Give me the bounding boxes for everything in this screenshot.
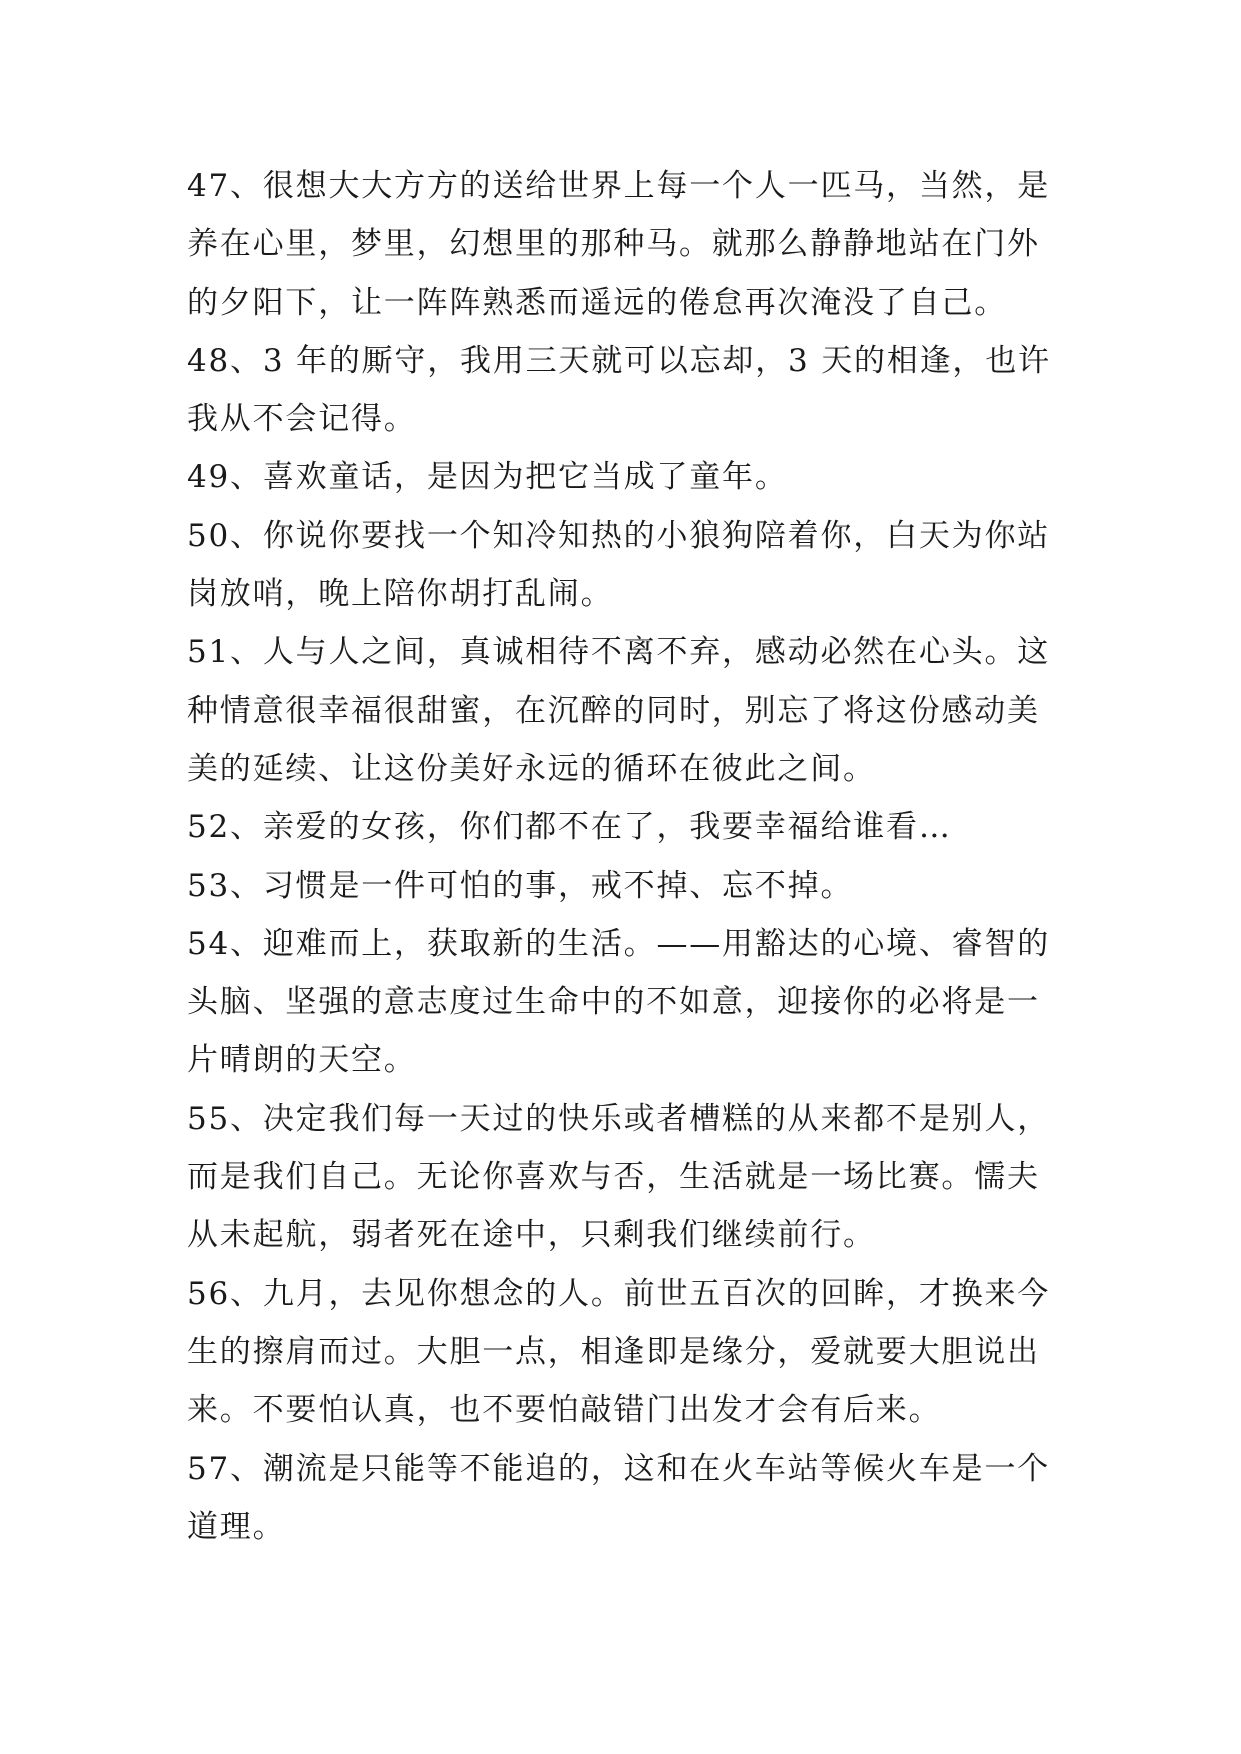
quote-paragraph (187, 448, 1067, 506)
quote-paragraph (187, 157, 1067, 332)
paragraph-line: 57、潮流是只能等不能追的，这和在火车站等候火车是一个 (187, 1450, 1051, 1487)
paragraph-line: 来。不要怕认真，也不要怕敲错门出发才会有后来。 (187, 1392, 942, 1429)
quote-paragraph (187, 332, 1067, 449)
paragraph-line: 道理。 (187, 1508, 286, 1545)
quote-paragraph (187, 798, 1067, 856)
paragraph-line: 岗放哨，晚上陪你胡打乱闹。 (187, 576, 614, 613)
paragraph-line: 美的延续、让这份美好永远的循环在彼此之间。 (187, 750, 876, 787)
paragraph-line: 养在心里，梦里，幻想里的那种马。就那么静静地站在门外 (187, 226, 1040, 263)
paragraph-line: 54、迎难而上，获取新的生活。——用豁达的心境、睿智的 (187, 925, 1051, 962)
paragraph-line: 47、很想大大方方的送给世界上每一个人一匹马，当然，是 (187, 168, 1051, 204)
paragraph-line: 49、喜欢童话，是因为把它当成了童年。 (187, 459, 788, 496)
document-body (187, 157, 1067, 1556)
paragraph-line: 50、你说你要找一个知冷知热的小狼狗陪着你，白天为你站 (187, 517, 1051, 554)
paragraph-line: 从未起航，弱者死在途中，只剩我们继续前行。 (187, 1217, 876, 1254)
paragraph-line: 的夕阳下，让一阵阵熟悉而遥远的倦怠再次淹没了自己。 (187, 284, 1007, 321)
paragraph-line: 48、3 年的厮守，我用三天就可以忘却，3 天的相逢，也许 (187, 342, 1051, 379)
quote-paragraph (187, 915, 1067, 1090)
paragraph-line: 我从不会记得。 (187, 401, 417, 438)
paragraph-line: 头脑、坚强的意志度过生命中的不如意，迎接你的必将是一 (187, 984, 1040, 1021)
paragraph-line: 53、习惯是一件可怕的事，戒不掉、忘不掉。 (187, 867, 854, 904)
paragraph-line: 种情意很幸福很甜蜜，在沉醉的同时，别忘了将这份感动美 (187, 692, 1040, 729)
paragraph-line: 56、九月，去见你想念的人。前世五百次的回眸，才换来今 (187, 1275, 1051, 1312)
paragraph-line: 片晴朗的天空。 (187, 1042, 417, 1079)
paragraph-line: 52、亲爱的女孩，你们都不在了，我要幸福给谁看… (187, 809, 952, 846)
quote-paragraph (187, 1090, 1067, 1265)
paragraph-line: 生的擦肩而过。大胆一点，相逢即是缘分，爱就要大胆说出 (187, 1333, 1040, 1370)
paragraph-line: 而是我们自己。无论你喜欢与否，生活就是一场比赛。懦夫 (187, 1159, 1040, 1196)
quote-paragraph (187, 1265, 1067, 1440)
paragraph-line: 51、人与人之间，真诚相待不离不弃，感动必然在心头。这 (187, 634, 1051, 671)
paragraph-line: 55、决定我们每一天过的快乐或者槽糕的从来都不是别人， (187, 1100, 1051, 1137)
quote-paragraph (187, 857, 1067, 915)
quote-paragraph (187, 1440, 1067, 1557)
quote-paragraph (187, 507, 1067, 624)
quote-paragraph (187, 623, 1067, 798)
